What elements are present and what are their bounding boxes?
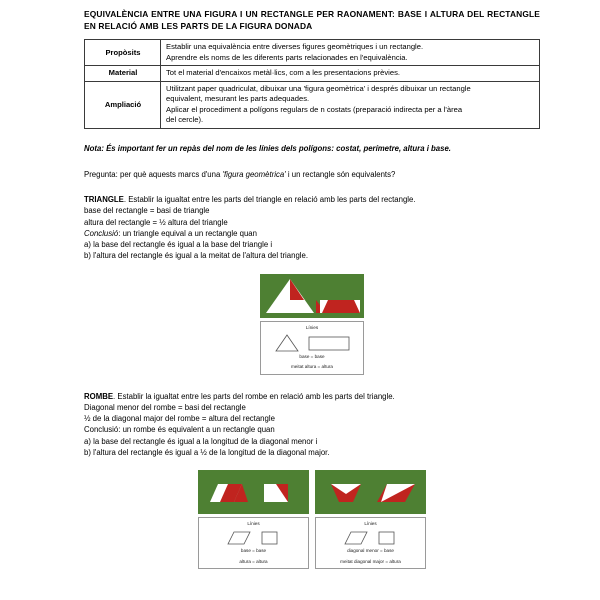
caption-line-1: diagonal menor = base xyxy=(347,548,394,554)
square-outline-icon xyxy=(376,529,398,547)
square-outline-icon xyxy=(259,529,281,547)
rombe-figure-row xyxy=(84,470,540,569)
triangle-caption-box xyxy=(260,321,364,375)
caption-shape-row xyxy=(274,333,351,353)
rombe-right-caption-box xyxy=(315,517,426,569)
triangle-conclusion-rest: : un triangle equival a un rectangle quan xyxy=(118,228,257,238)
table-cell-line: equivalent, mesurant les parts adequades. xyxy=(166,94,310,104)
triangle-figure xyxy=(260,274,364,375)
table-cell-line: Utilitzant paper quadriculat, dibuixar una 'figura geomètrica' i després dibuixar un rectangle xyxy=(166,83,471,93)
rombe-section xyxy=(84,391,540,459)
triangle-figure-row xyxy=(84,274,540,375)
triangle-conclusion-label: Conclusió xyxy=(84,228,119,238)
triangle-item: a) la base del rectangle és igual a la base del triangle i xyxy=(84,240,273,250)
rombe-left-green-panel xyxy=(198,470,309,514)
table-row xyxy=(85,40,540,66)
rombe-conclusion-label: Conclusió xyxy=(84,425,119,435)
parallelogram-outline-icon xyxy=(226,529,252,547)
triangle-green-panel xyxy=(260,274,364,318)
table-row xyxy=(85,81,540,128)
table-row xyxy=(85,66,540,82)
table-row-value xyxy=(161,40,540,66)
table-row-label: Ampliació xyxy=(85,81,161,128)
table-row-value xyxy=(161,81,540,128)
rombe-item: b) l'altura del rectangle és igual a ½ de la longitud de la diagonal major. xyxy=(84,447,330,457)
rhomboid-equivalence-illustration-right xyxy=(315,470,426,514)
triangle-section-heading xyxy=(84,194,540,205)
rombe-conclusion xyxy=(84,424,540,435)
triangle-relation-line: altura del rectangle = ½ altura del triangle xyxy=(84,217,228,227)
table-row-value xyxy=(161,66,540,82)
caption-line-1: base = base xyxy=(240,548,267,554)
triangle-equivalence-illustration xyxy=(260,274,364,318)
table-cell-line: Aprendre els noms de les diferents parts relacionades en l'equivalència. xyxy=(166,52,408,62)
caption-line-1: base = base xyxy=(299,353,325,359)
triangle-conclusion xyxy=(84,228,540,239)
triangle-outline-icon xyxy=(274,333,300,353)
caption-line-2: altura = altura xyxy=(239,558,268,564)
question-suffix: i un rectangle són equivalents? xyxy=(285,169,396,179)
rombe-heading-label: ROMBE xyxy=(84,391,114,401)
page-title xyxy=(84,8,540,32)
caption-title: Línies xyxy=(247,521,260,527)
page-title-line-2: RECTANGLE EN RELACIÓ AMB LES PARTS DE LA FIGURA DONADA xyxy=(84,9,541,32)
parallelogram-outline-icon xyxy=(343,529,369,547)
caption-shape-row xyxy=(343,529,398,547)
info-table xyxy=(84,39,540,129)
page-title-line-1: EQUIVALÈNCIA ENTRE UNA FIGURA I UN RECTANGLE PER RAONAMENT: BASE I ALTURA DEL xyxy=(84,9,485,19)
table-cell-line: Tot el material d'encaixos metàl·lics, com a les presentacions prèvies. xyxy=(166,68,401,78)
triangle-heading-rest: . Establir la igualtat entre les parts del triangle en relació amb les parts del rectangle. xyxy=(123,194,416,204)
rectangle-outline-icon xyxy=(307,333,351,353)
rombe-figure-right xyxy=(315,470,426,569)
rombe-relation-line: ½ de la diagonal major del rombe = altura del rectangle xyxy=(84,414,275,424)
question-prefix: Pregunta: per què aquests marcs d'una xyxy=(84,169,223,179)
rhomboid-equivalence-illustration-left xyxy=(198,470,309,514)
triangle-heading-label: TRIANGLE xyxy=(84,194,124,204)
table-cell-line: Establir una equivalència entre diverses figures geomètriques i un rectangle. xyxy=(166,42,424,52)
table-row-label: Propòsits xyxy=(85,40,161,66)
caption-line-2: meitat diagonal major = altura xyxy=(340,558,401,564)
caption-line-2: meitat altura = altura xyxy=(290,364,333,370)
triangle-relation-line: base del rectangle = basi de triangle xyxy=(84,206,210,216)
caption-title: Línies xyxy=(305,324,319,330)
rombe-heading-rest: . Establir la igualtat entre les parts del rombe en relació amb les parts del triangle. xyxy=(113,391,395,401)
triangle-section xyxy=(84,194,540,262)
rombe-section-heading xyxy=(84,391,540,402)
rombe-left-caption-box xyxy=(198,517,309,569)
rombe-conclusion-rest: : un rombe és equivalent a un rectangle quan xyxy=(118,425,275,435)
rombe-relation-line: Diagonal menor del rombe = basi del rectangle xyxy=(84,402,246,412)
table-cell-line: del cercle). xyxy=(166,115,204,125)
triangle-item: b) l'altura del rectangle és igual a la meitat de l'altura del triangle. xyxy=(84,251,309,261)
question-paragraph xyxy=(84,169,540,180)
rombe-figure-left xyxy=(198,470,309,569)
rombe-right-green-panel xyxy=(315,470,426,514)
document-content xyxy=(84,8,540,569)
caption-title: Línies xyxy=(364,521,377,527)
table-row-label: Material xyxy=(85,66,161,82)
caption-shape-row xyxy=(226,529,281,547)
note-paragraph: Nota: És important fer un repàs del nom de les línies dels polígons: costat, perímetre, altura i base. xyxy=(84,143,451,153)
rombe-item: a) la base del rectangle és igual a la longitud de la diagonal menor i xyxy=(84,436,318,446)
question-italic-term: 'figura geomètrica' xyxy=(222,169,286,179)
table-cell-line: Aplicar el procediment a polígons regulars de n costats (preparació indirecta per a l'àrea xyxy=(166,104,463,114)
